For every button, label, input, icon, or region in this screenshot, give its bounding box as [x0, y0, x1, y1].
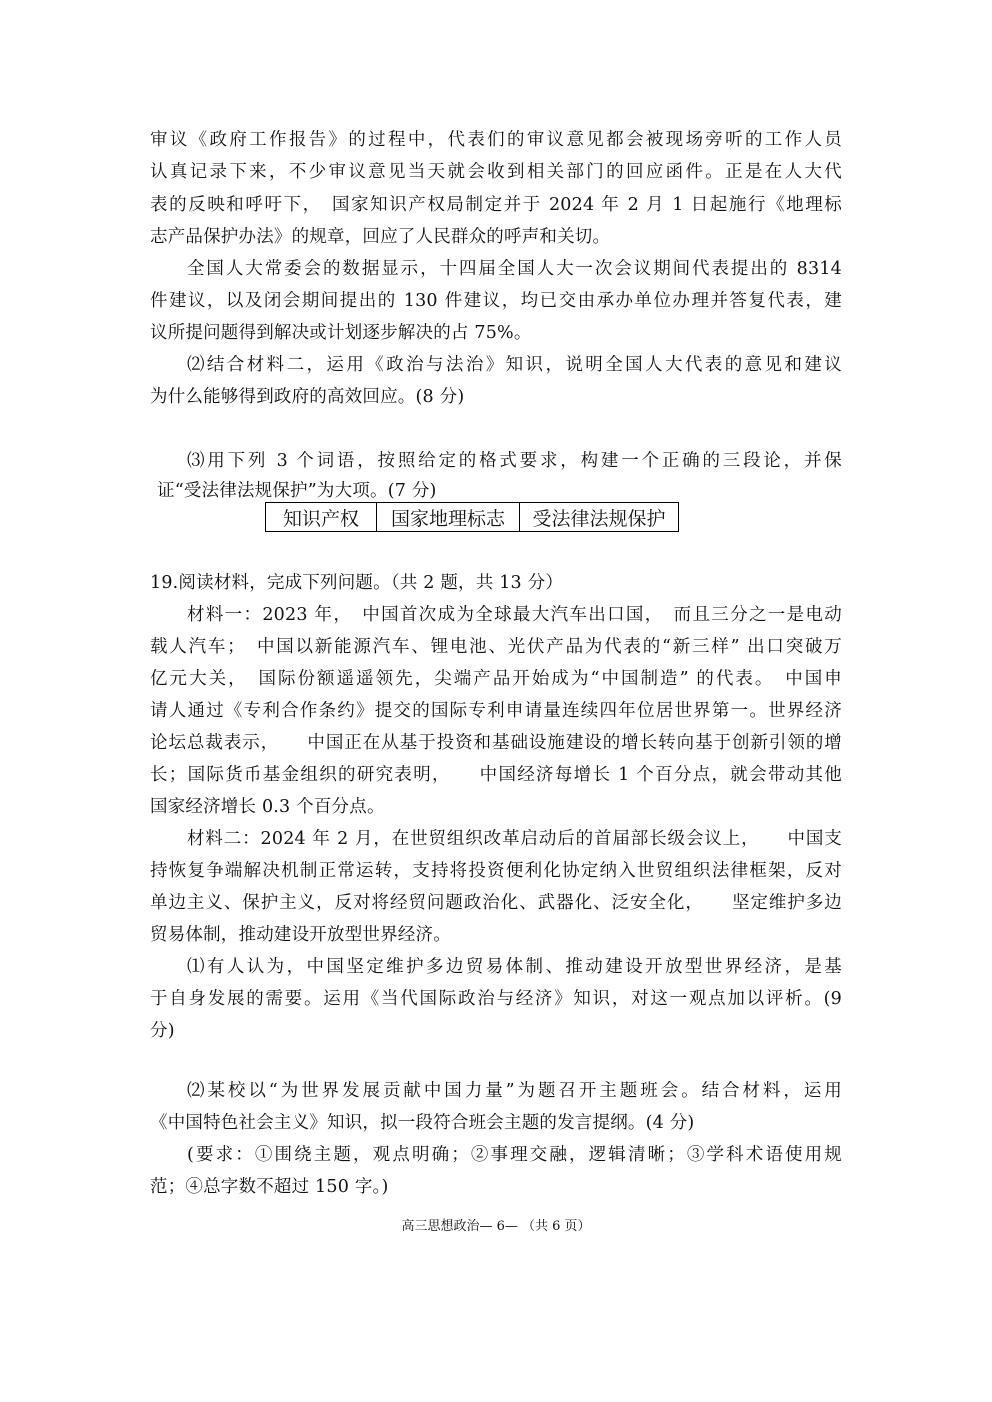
- term-cell: 国家地理标志: [377, 503, 520, 532]
- term-cell: 受法律法规保护: [520, 503, 679, 532]
- question-18-2: ⑵结合材料二，运用《政治与法治》知识，说明全国人大代表的意见和建议: [187, 355, 842, 375]
- material-two-line: 材料二：2024 年 2 月，在世贸组织改革启动后的首届部长级会议上， 中国支: [187, 829, 842, 849]
- material-one-line: 论坛总裁表示， 中国正在从基于投资和基础设施建设的增长转向基于创新引领的增: [150, 733, 842, 753]
- question-19-header: 19.阅读材料，完成下列问题。（共 2 题，共 13 分）: [150, 573, 564, 593]
- material-one-line: 长；国际货币基金组织的研究表明， 中国经济每增长 1 个百分点，就会带动其他: [150, 765, 842, 785]
- question-18-2-cont: 为什么能够得到政府的高效回应。(8 分): [150, 387, 465, 407]
- material-two-line: 单边主义、保护主义，反对将经贸问题政治化、武器化、泛安全化， 坚定维护多边: [150, 893, 842, 913]
- question-19-2: ⑵某校以“为世界发展贡献中国力量”为题召开主题班会。结合材料，运用: [187, 1081, 842, 1101]
- material-one-line: 亿元大关， 国际份额遥遥领先，尖端产品开始成为“中国制造” 的代表。 中国申: [150, 669, 842, 689]
- question-19-1-cont: 于自身发展的需要。运用《当代国际政治与经济》知识，对这一观点加以评析。(9: [150, 989, 842, 1009]
- material-one-line: 国家经济增长 0.3 个百分点。: [150, 797, 385, 817]
- question-19-1: ⑴有人认为，中国坚定维护多边贸易体制、推动建设开放型世界经济，是基: [187, 957, 842, 977]
- material-two-line: 贸易体制，推动建设开放型世界经济。: [150, 925, 451, 945]
- text-line: 认真记录下来，不少审议意见当天就会收到相关部门的回应函件。正是在人大代: [150, 162, 842, 182]
- material-one-line: 载人汽车； 中国以新能源汽车、锂电池、光伏产品为代表的“新三样” 出口突破万: [150, 637, 842, 657]
- page-footer: 高三思想政治— 6— （共 6 页）: [401, 1219, 591, 1234]
- text-line: 件建议，以及闭会期间提出的 130 件建议，均已交由承办单位办理并答复代表，建: [150, 291, 842, 311]
- text-line: 审议《政府工作报告》的过程中，代表们的审议意见都会被现场旁听的工作人员: [150, 130, 842, 150]
- question-18-3-cont: 证“受法律法规保护”为大项。(7 分): [157, 481, 437, 501]
- term-cell: 知识产权: [266, 503, 377, 532]
- question-19-2-cont: 《中国特色社会主义》知识，拟一段符合班会主题的发言提纲。(4 分): [150, 1113, 695, 1133]
- text-line: 议所提问题得到解决或计划逐步解决的占 75%。: [150, 323, 532, 343]
- material-one-line: 材料一：2023 年， 中国首次成为全球最大汽车出口国， 而且三分之一是电动: [187, 605, 842, 625]
- question-19-2-requirements-cont: 范；④总字数不超过 150 字。): [150, 1177, 389, 1197]
- question-19-1-cont: 分): [150, 1021, 175, 1041]
- text-line: 志产品保护办法》的规章，回应了人民群众的呼声和关切。: [150, 227, 611, 247]
- material-one-line: 请人通过《专利合作条约》提交的国际专利申请量连续四年位居世界第一。世界经济: [150, 701, 842, 721]
- terms-table: [265, 502, 679, 532]
- question-18-3: ⑶用下列 3 个词语，按照给定的格式要求，构建一个正确的三段论，并保: [187, 451, 842, 471]
- material-two-line: 持恢复争端解决机制正常运转，支持将投资便利化协定纳入世贸组织法律框架，反对: [150, 861, 842, 881]
- text-line: 表的反映和呼吁下， 国家知识产权局制定并于 2024 年 2 月 1 日起施行《地理标: [150, 195, 842, 215]
- question-19-2-requirements: (要求：①围绕主题，观点明确；②事理交融，逻辑清晰；③学科术语使用规: [187, 1145, 842, 1165]
- text-line: 全国人大常委会的数据显示，十四届全国人大一次会议期间代表提出的 8314: [187, 259, 842, 279]
